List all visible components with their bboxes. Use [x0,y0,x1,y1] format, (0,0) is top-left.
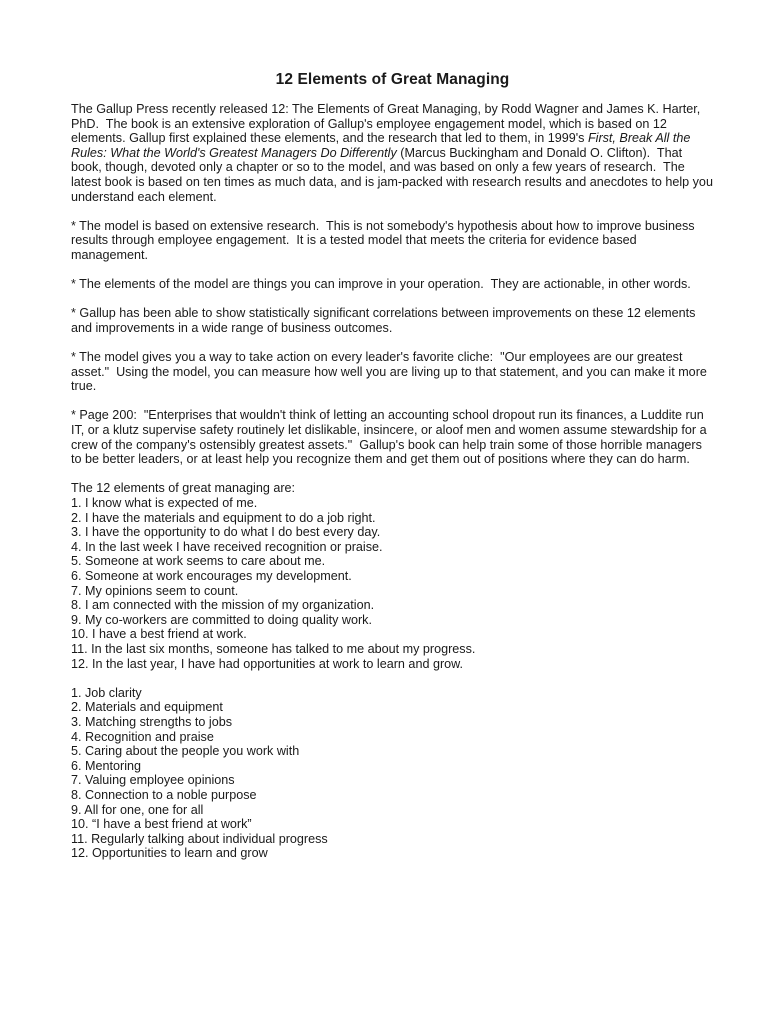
bullet-paragraph-research: * The model is based on extensive research. This is not somebody's hypothesis about how to improve business results through employee engagement. It is a tested model that meets the criteria for evidence based management. [71,218,699,262]
book-title-italic: First, Break All the Rules: What the World's Greatest Managers Do Differently [71,131,694,160]
elements-list-intro: The 12 elements of great managing are: [71,481,296,496]
list-item: 4. In the last week I have received recognition or praise. [71,539,383,554]
list-item: 4. Recognition and praise [71,729,214,744]
intro-paragraph [71,102,717,204]
list-item: 8. I am connected with the mission of my organization. [71,598,375,613]
list-item: 7. My opinions seem to count. [71,583,239,598]
list-item: 8. Connection to a noble purpose [71,787,257,802]
intro-text-before-italic: The Gallup Press recently released 12: The Elements of Great Managing, by Rodd Wagner and James K. Harter, PhD. The book is an extensive exploration of Gallup's employee engagement model, which is based on 12 elements. Gallup first explained these elements, and the research that led to them, in 1999's [71,102,704,146]
list-item: 9. My co-workers are committed to doing quality work. [71,612,372,627]
elements-list [71,481,714,671]
list-item: 9. All for one, one for all [71,802,204,817]
list-item: 1. I know what is expected of me. [71,496,258,511]
list-item: 6. Someone at work encourages my development. [71,569,352,583]
list-item: 1. Job clarity [71,685,142,700]
list-item: 10. “I have a best friend at work” [71,817,252,832]
bullet-paragraph-cliche: * The model gives you a way to take action on every leader's favorite cliche: "Our employees are our greatest asset." Using the model, you can measure how well you are living up to that statement, and you can make it more true. [71,350,711,394]
list-item: 3. I have the opportunity to do what I do best every day. [71,525,381,540]
list-item: 11. In the last six months, someone has talked to me about my progress. [71,641,476,656]
list-item: 12. In the last year, I have had opportunities at work to learn and grow. [71,656,464,671]
bullet-paragraph-actionable: * The elements of the model are things you can improve in your operation. They are actionable, in other words. [71,277,691,292]
themes-list [71,686,714,861]
list-item: 10. I have a best friend at work. [71,627,247,642]
list-item: 11. Regularly talking about individual progress [71,831,328,846]
bullet-paragraph-correlations: * Gallup has been able to show statistically significant correlations between improvements on these 12 elements and improvements in a wide range of business outcomes. [71,306,699,335]
page-title: 12 Elements of Great Managing [275,71,510,88]
list-item: 5. Someone at work seems to care about me. [71,554,326,569]
bullet-paragraph-page200: * Page 200: "Enterprises that wouldn't think of letting an accounting school dropout run its finances, a Luddite run IT, or a klutz supervise safety routinely let dislikable, insincere, or aloof men and women assume stewardship for a crew of the company's ostensibly greatest assets." Gallup's book can help train some of those horrible managers to be better leaders, or at least help you recognize them and get them out of positions where they can do harm. [71,408,711,467]
list-item: 2. I have the materials and equipment to do a job right. [71,510,376,525]
list-item: 2. Materials and equipment [71,700,223,715]
list-item: 12. Opportunities to learn and grow [71,846,268,861]
intro-text-after-italic: (Marcus Buckingham and Donald O. Clifton). That book, though, devoted only a chapter or so to the model, and was based on only a few years of research. The latest book is based on ten times as much data, and is jam-packed with research results and anecdotes to help you understand each element. [71,145,717,204]
list-item: 5. Caring about the people you work with [71,744,300,759]
list-item: 6. Mentoring [71,758,142,773]
document-content [71,71,717,861]
list-item: 7. Valuing employee opinions [71,773,235,788]
list-item: 3. Matching strengths to jobs [71,714,233,729]
